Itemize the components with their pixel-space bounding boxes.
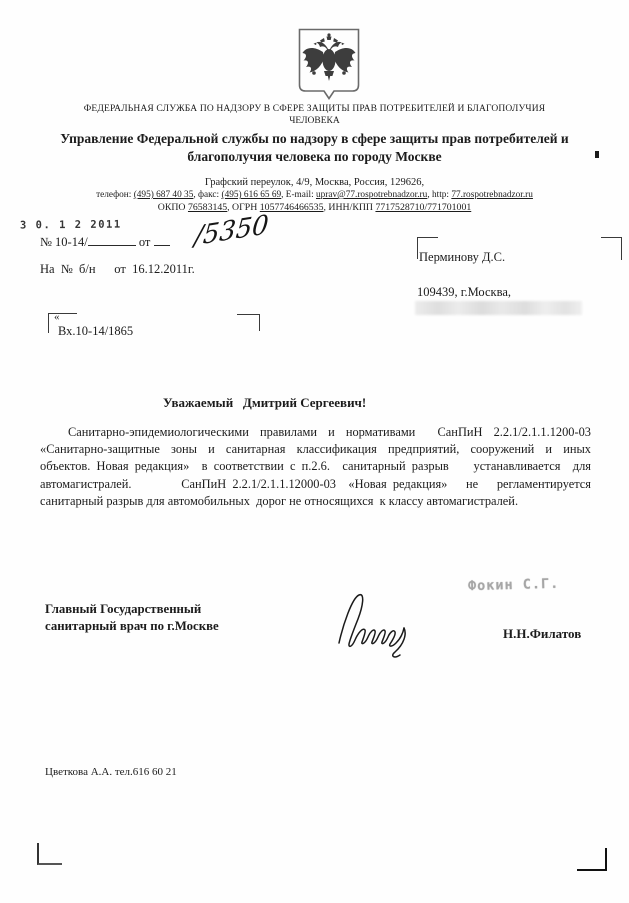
body-paragraph-line: «Санитарно-защитные зоны и санитарная классификация предприятий, сооружений и иных bbox=[40, 442, 591, 456]
handwritten-signature-icon bbox=[332, 583, 427, 663]
recipient-name: Перминову Д.С. bbox=[419, 250, 506, 264]
date-blank-line bbox=[154, 233, 170, 246]
signer-name: Н.Н.Филатов bbox=[503, 626, 582, 641]
postal-address: Графский переулок, 4/9, Москва, Россия, 129626, bbox=[204, 177, 425, 188]
inn-kpp-value: 7717528710/771701001 bbox=[375, 202, 472, 213]
recipient-corner-mark-right bbox=[601, 237, 622, 260]
fax-label: , факс: bbox=[193, 190, 222, 200]
email-label: , E-mail: bbox=[281, 190, 316, 200]
incoming-date-stamp: 3 0. 1 2 2011 bbox=[19, 218, 122, 232]
registration-codes-line bbox=[0, 202, 629, 213]
ogrn-value: 1057746466535 bbox=[259, 202, 324, 213]
approval-stamp: Фокин С.Г. bbox=[467, 575, 560, 595]
phone-number: (495) 687 40 35 bbox=[133, 190, 194, 200]
bottom-right-corner-mark bbox=[577, 848, 607, 871]
fax-number: (495) 616 65 69 bbox=[221, 190, 282, 200]
salutation: Уважаемый Дмитрий Сергеевич! bbox=[163, 395, 367, 410]
handwritten-outgoing-number: /5350 bbox=[193, 209, 270, 253]
outgoing-number-prefix: № 10-14/ bbox=[40, 235, 88, 249]
coat-of-arms-icon bbox=[296, 27, 362, 101]
inn-label: , ИНН/КПП bbox=[323, 202, 376, 213]
bottom-left-corner-mark bbox=[37, 843, 62, 865]
executor-contact-line: Цветкова А.А. тел.616 60 21 bbox=[45, 766, 177, 778]
incoming-corner-mark-right bbox=[237, 314, 260, 331]
redacted-address-blur bbox=[415, 301, 582, 315]
body-paragraph-line: санитарный разрыв для автомобильных дорог не относящихся к классу автомагистралей. bbox=[40, 494, 519, 508]
body-paragraph-line: объектов. Новая редакция» в соответствии с п.2.6. санитарный разрыв устанавливается для bbox=[40, 459, 591, 473]
outgoing-number-line bbox=[40, 233, 170, 250]
ogrn-label: , ОГРН bbox=[227, 202, 260, 213]
okpo-label: ОКПО bbox=[157, 202, 188, 213]
ot-label: от bbox=[135, 235, 154, 249]
agency-name-line2: ЧЕЛОВЕКА bbox=[289, 116, 340, 126]
office-name-line1: Управление Федеральной службы по надзору в сфере защиты прав потребителей и bbox=[60, 131, 569, 146]
incoming-registration-number: Вх.10-14/1865 bbox=[58, 324, 134, 338]
body-paragraph-line: Санитарно-эпидемиологическими правилами и нормативами СанПиН 2.2.1/2.1.1.1200-03 bbox=[68, 425, 591, 439]
email-address: uprav@77.rospotrebnadzor.ru bbox=[315, 190, 428, 200]
body-paragraph-line: автомагистралей. СанПиН 2.2.1/2.1.1.12000-03 «Новая редакция» не регламентируется bbox=[40, 477, 591, 491]
signer-title-line2: санитарный врач по г.Москве bbox=[45, 619, 219, 633]
website-address: 77.rospotrebnadzor.ru bbox=[451, 190, 533, 200]
incoming-quote-mark: « bbox=[54, 311, 60, 323]
scan-artifact-speck bbox=[595, 151, 599, 158]
agency-name-line1: ФЕДЕРАЛЬНАЯ СЛУЖБА ПО НАДЗОРУ В СФЕРЕ ЗАЩИТЫ ПРАВ ПОТРЕБИТЕЛЕЙ И БЛАГОПОЛУЧИЯ bbox=[83, 104, 546, 114]
phone-label: телефон: bbox=[96, 190, 134, 200]
recipient-address: 109439, г.Москва, bbox=[417, 285, 511, 299]
reply-reference-line: На № б/н от 16.12.2011г. bbox=[40, 262, 195, 276]
signer-title-line1: Главный Государственный bbox=[45, 602, 202, 616]
http-label: , http: bbox=[427, 190, 452, 200]
office-name-line2: благополучия человека по городу Москве bbox=[187, 149, 442, 164]
okpo-value: 76583145 bbox=[187, 202, 228, 213]
contact-line bbox=[0, 190, 629, 200]
number-blank-line bbox=[88, 233, 136, 246]
